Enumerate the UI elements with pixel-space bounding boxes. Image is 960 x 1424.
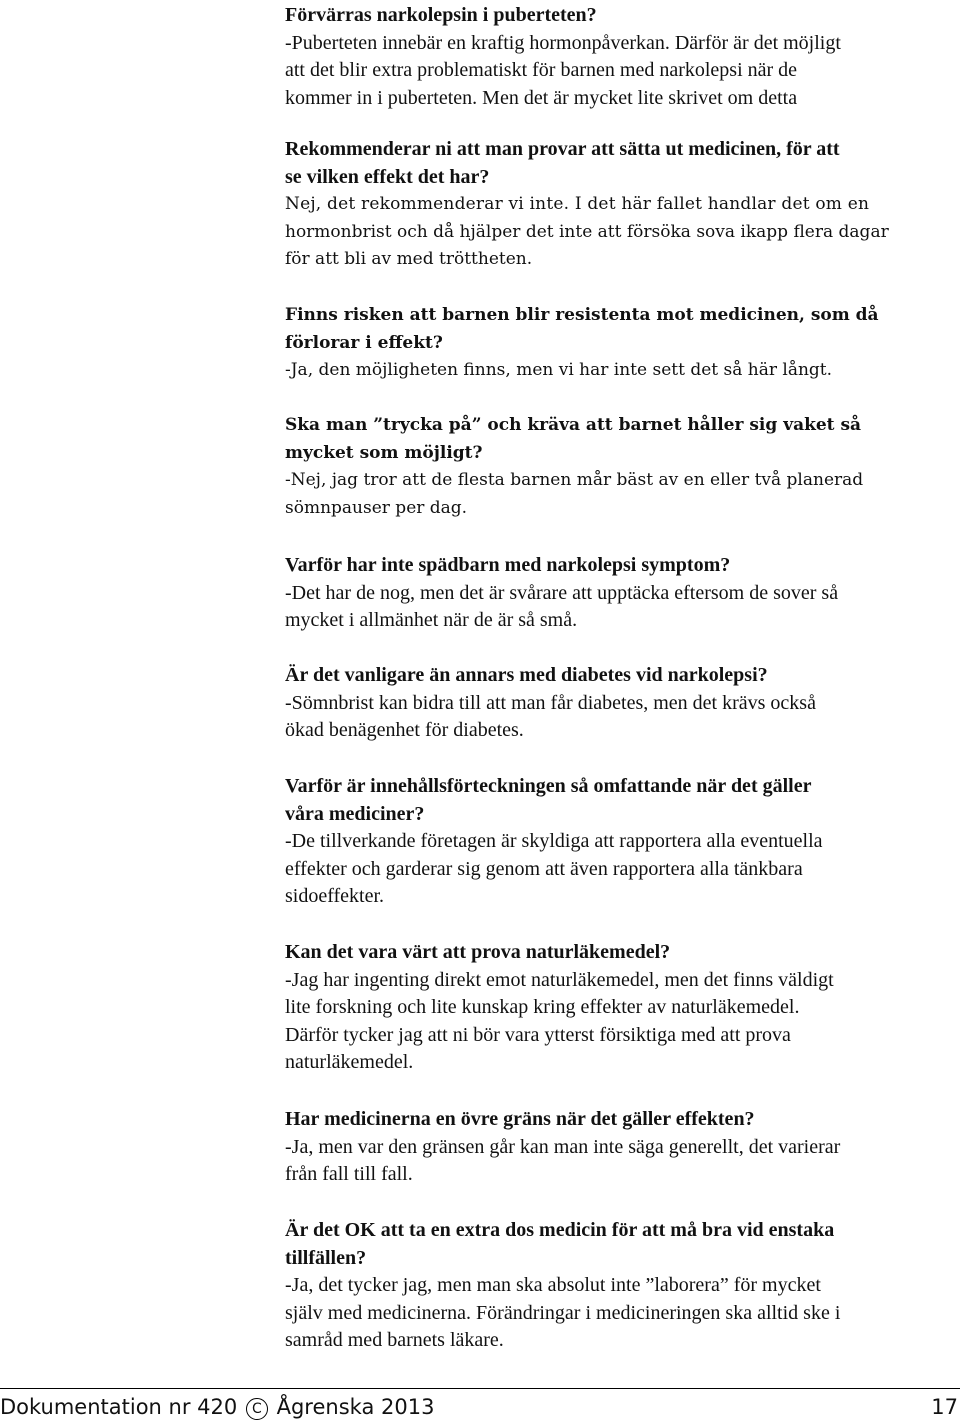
question-line: tillfällen? [285, 1246, 367, 1269]
copyright-icon: C [246, 1398, 268, 1420]
question-line: Rekommenderar ni att man provar att sätta ut medicinen, för att [285, 138, 840, 160]
question-line: våra mediciner? [285, 802, 425, 825]
question-line: Ska man ”trycka på” och kräva att barnet håller sig vaket så [285, 415, 862, 435]
qa-item [285, 302, 955, 385]
answer-line: -Ja, det tycker jag, men man ska absolut inte ”laborera” för mycket [285, 1274, 821, 1297]
answer-line: sidoeffekter. [285, 885, 385, 908]
answer-line: själv med medicinerna. Förändringar i medicineringen ska alltid ske i [285, 1301, 841, 1324]
page-number: 17 [931, 1395, 958, 1419]
question-line: Förvärras narkolepsin i puberteten? [285, 4, 597, 26]
question-line: Kan det vara värt att prova naturläkemedel? [285, 941, 671, 963]
answer-line: -Puberteten innebär en kraftig hormonpåverkan. Därför är det möjligt [285, 31, 841, 54]
answer-line: kommer in i puberteten. Men det är mycket lite skrivet om detta [285, 86, 798, 109]
answer-line: -Ja, men var den gränsen går kan man inte säga generellt, det varierar [285, 1135, 841, 1158]
qa-item [285, 939, 955, 1077]
footer-doc-label: Dokumentation nr 420 [0, 1395, 238, 1419]
question-line: Varför har inte spädbarn med narkolepsi symptom? [285, 554, 731, 576]
answer-line: -Det har de nog, men det är svårare att upptäcka eftersom de sover så [285, 581, 839, 604]
answer-line: från fall till fall. [285, 1163, 413, 1186]
answer-line: lite forskning och lite kunskap kring effekter av naturläkemedel. [285, 996, 800, 1019]
answer-line: för att bli av med tröttheten. [285, 249, 533, 270]
qa-item [285, 412, 955, 522]
footer-org-year: Ågrenska 2013 [276, 1395, 435, 1419]
qa-item [285, 552, 955, 635]
answer-line: Nej, det rekommenderar vi inte. I det här fallet handlar det om en [285, 194, 870, 215]
qa-item [285, 662, 955, 745]
answer-line: att det blir extra problematiskt för barnen med narkolepsi när de [285, 59, 798, 82]
answer-line: -Nej, jag tror att de flesta barnen mår bäst av en eller två planerad [285, 470, 864, 491]
answer-line: -Jag har ingenting direkt emot naturläkemedel, men det finns väldigt [285, 968, 834, 991]
page-footer [0, 1388, 960, 1424]
answer-line: sömnpauser per dag. [285, 497, 468, 518]
qa-item [285, 136, 955, 274]
footer-document-label [0, 1393, 434, 1421]
answer-line: ökad benägenhet för diabetes. [285, 719, 524, 742]
qa-item [285, 773, 955, 911]
qa-item [285, 1217, 955, 1355]
qa-item [285, 1106, 955, 1189]
answer-line: naturläkemedel. [285, 1051, 414, 1074]
question-line: Finns risken att barnen blir resistenta mot medicinen, som då [285, 305, 879, 325]
question-line: förlorar i effekt? [285, 332, 443, 353]
answer-line: -Ja, den möjligheten finns, men vi har inte sett det så här långt. [285, 360, 833, 381]
question-line: mycket som möjligt? [285, 442, 483, 463]
question-line: Är det vanligare än annars med diabetes vid narkolepsi? [285, 664, 768, 686]
answer-line: -Sömnbrist kan bidra till att man får diabetes, men det krävs också [285, 691, 816, 714]
answer-line: hormonbrist och då hjälper det inte att försöka sova ikapp flera dagar [285, 221, 889, 242]
question-line: Varför är innehållsförteckningen så omfattande när det gäller [285, 775, 812, 797]
answer-line: mycket i allmänhet när de är så små. [285, 609, 578, 632]
question-line: Är det OK att ta en extra dos medicin för att må bra vid enstaka [285, 1219, 835, 1241]
answer-line: Därför tycker jag att ni bör vara ytterst försiktiga med att prova [285, 1023, 791, 1046]
answer-line: -De tillverkande företagen är skyldiga att rapportera alla eventuella [285, 830, 823, 853]
qa-item [285, 2, 955, 112]
answer-line: effekter och garderar sig genom att även rapportera alla tänkbara [285, 857, 803, 880]
question-line: Har medicinerna en övre gräns när det gäller effekten? [285, 1108, 755, 1130]
question-line: se vilken effekt det har? [285, 165, 490, 188]
answer-line: samråd med barnets läkare. [285, 1329, 504, 1352]
